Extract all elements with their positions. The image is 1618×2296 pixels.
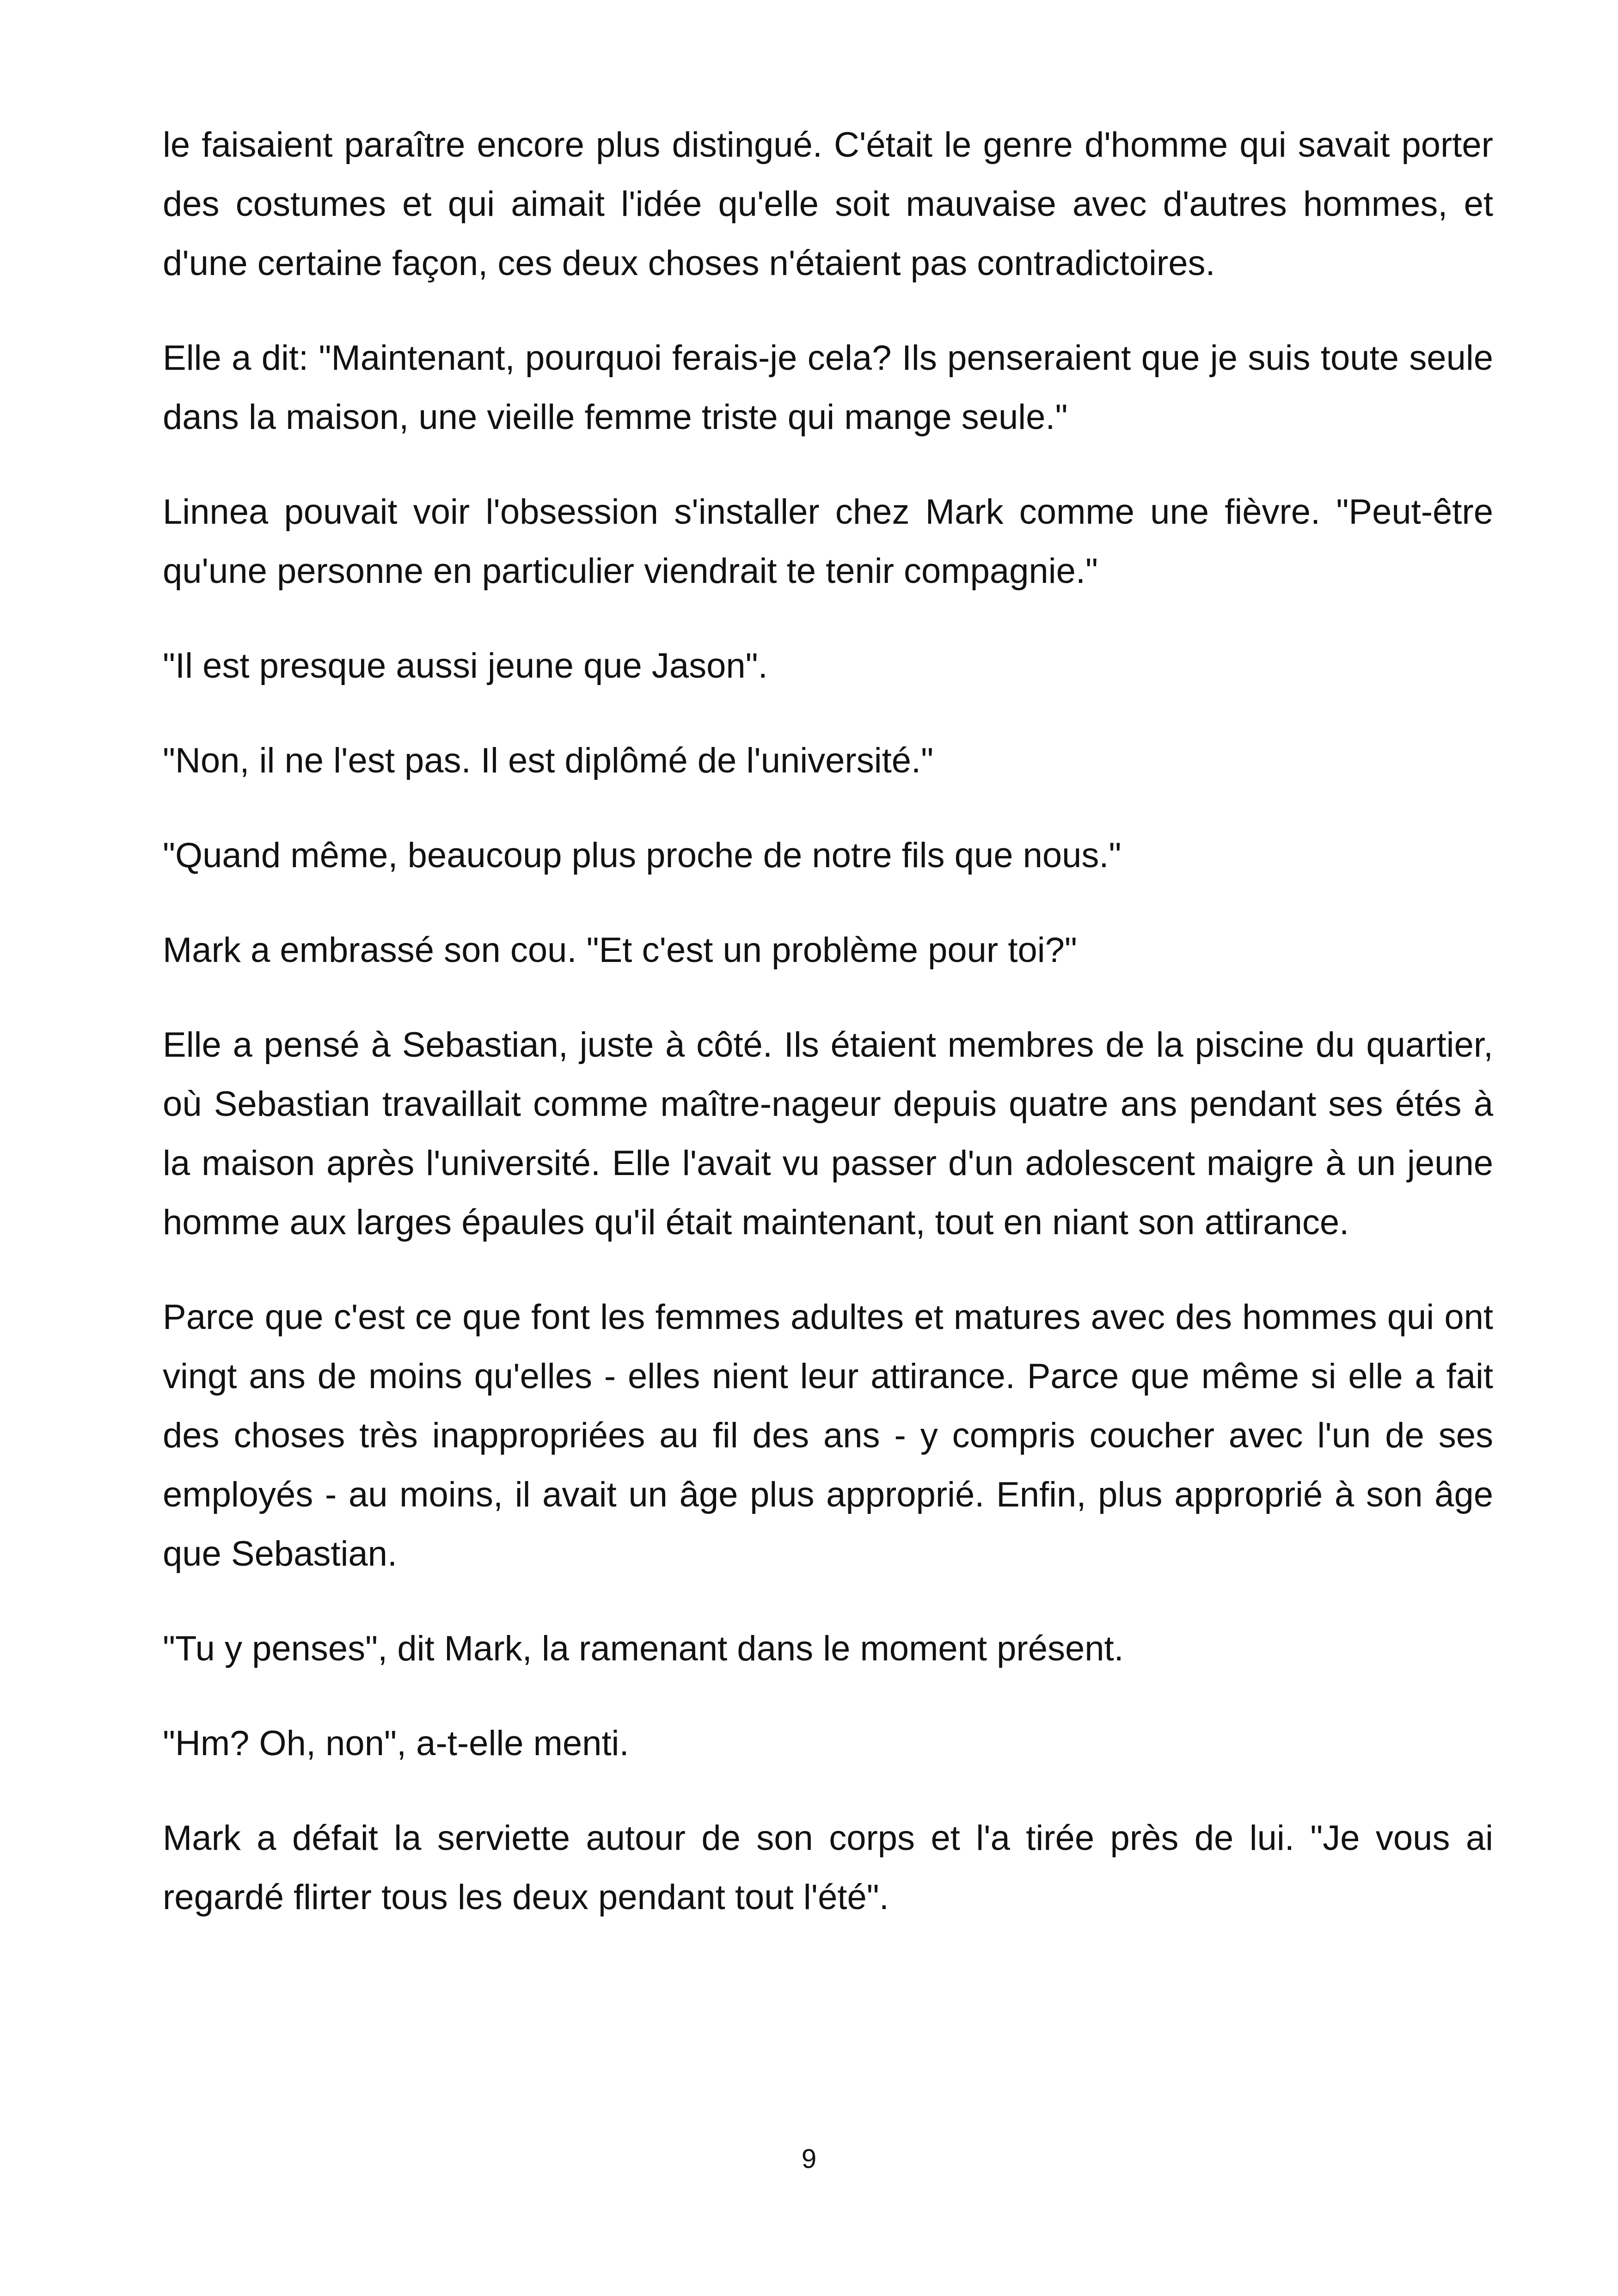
- paragraph: "Il est presque aussi jeune que Jason".: [163, 646, 768, 686]
- paragraph: Linnea pouvait voir l'obsession s'installer chez Mark comme une fièvre. "Peut-être qu'une personne en particulier viendrait te tenir compagnie.": [163, 492, 1493, 591]
- paragraph: Elle a pensé à Sebastian, juste à côté. Ils étaient membres de la piscine du quartier, où Sebastian travaillait comme maître-nageur depuis quatre ans pendant ses étés à la maison après l'université. Elle l'avait vu passer d'un adolescent maigre à un jeune homme aux larges épaules qu'il était maintenant, tout en niant son attirance.: [163, 1025, 1493, 1242]
- paragraph: Mark a défait la serviette autour de son corps et l'a tirée près de lui. "Je vous ai regardé flirter tous les deux pendant tout l'été".: [163, 1818, 1493, 1917]
- paragraph: le faisaient paraître encore plus distingué. C'était le genre d'homme qui savait porter des costumes et qui aimait l'idée qu'elle soit mauvaise avec d'autres hommes, et d'une certaine façon, ces deux choses n'étaient pas contradictoires.: [163, 125, 1493, 283]
- paragraph: "Non, il ne l'est pas. Il est diplômé de l'université.": [163, 741, 934, 780]
- page-number: 9: [801, 2144, 817, 2174]
- paragraph: "Quand même, beaucoup plus proche de notre fils que nous.": [163, 836, 1122, 875]
- paragraph: Elle a dit: "Maintenant, pourquoi ferais-je cela? Ils penseraient que je suis toute seule dans la maison, une vieille femme triste qui mange seule.": [163, 338, 1493, 437]
- paragraph: Parce que c'est ce que font les femmes adultes et matures avec des hommes qui ont vingt ans de moins qu'elles - elles nient leur attirance. Parce que même si elle a fait des choses très inappropriées au fil des ans - y compris coucher avec l'un de ses employés - au moins, il avait un âge plus approprié. Enfin, plus approprié à son âge que Sebastian.: [163, 1298, 1493, 1574]
- page-body: [163, 116, 1493, 2126]
- paragraph: "Hm? Oh, non", a-t-elle menti.: [163, 1724, 629, 1763]
- paragraph: "Tu y penses", dit Mark, la ramenant dans le moment présent.: [163, 1629, 1124, 1668]
- paragraph: Mark a embrassé son cou. "Et c'est un problème pour toi?": [163, 931, 1077, 970]
